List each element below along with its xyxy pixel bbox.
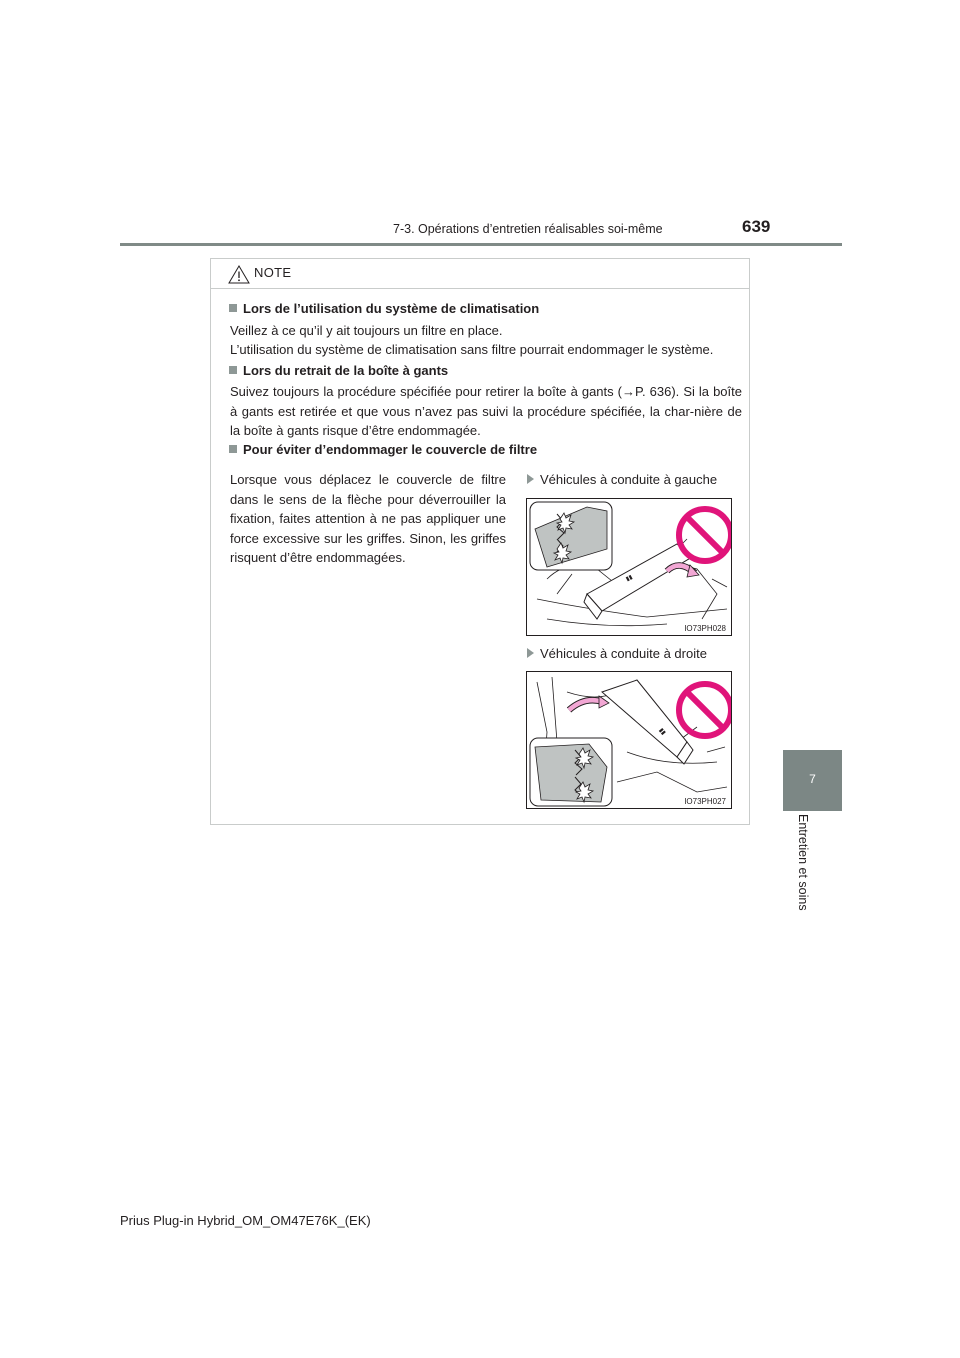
note-item-text: Lorsque vous déplacez le couvercle de filtre dans le sens de la flèche pour déverrouiller la fixation, faites attention à ne pas appliquer une force excessive sur les griffes. Sinon, les griffes risquent d’être endommagées.: [230, 472, 506, 565]
figure-caption: Véhicules à conduite à droite: [527, 646, 707, 661]
prohibition-icon: [679, 509, 731, 561]
note-header: [211, 259, 749, 289]
square-bullet-icon: [229, 366, 237, 374]
note-item-title: Pour éviter d’endommager le couvercle de filtre: [229, 442, 537, 457]
chapter-number: 7: [809, 772, 816, 786]
figure-caption: Véhicules à conduite à gauche: [527, 472, 717, 487]
square-bullet-icon: [229, 304, 237, 312]
note-item-line: Veillez à ce qu’il y ait toujours un filtre en place.: [230, 323, 503, 338]
note-item-text: Suivez toujours la procédure spécifiée pour retirer la boîte à gants (→P. 636). Si la boîte à gants est retirée et que vous n’avez pas suivi la procédure spécifiée, la char-nière de la boîte à gants risque d’être endommagée.: [230, 384, 742, 438]
note-item-title: Lors de l’utilisation du système de climatisation: [229, 301, 539, 316]
chapter-label: Entretien et soins: [796, 814, 810, 911]
filter-cover-illustration: [527, 499, 732, 636]
header-rule: [120, 243, 842, 246]
note-label: NOTE: [254, 265, 292, 280]
figure-right-hand-drive: [526, 671, 732, 809]
note-item-line: L’utilisation du système de climatisation sans filtre pourrait endommager le système.: [230, 342, 714, 357]
footer-manual-id: Prius Plug-in Hybrid_OM_OM47E76K_(EK): [120, 1213, 371, 1228]
arrow-bullet-icon: [527, 474, 534, 484]
note-item-title: Lors du retrait de la boîte à gants: [229, 363, 448, 378]
page-number: 639: [742, 217, 771, 236]
svg-text:▮▮: ▮▮: [657, 727, 667, 737]
figure-code: IO73PH027: [684, 797, 726, 806]
figure-code: IO73PH028: [684, 624, 726, 633]
prohibition-icon: [679, 684, 731, 736]
figure-left-hand-drive: [526, 498, 732, 636]
filter-cover-illustration: [527, 672, 732, 809]
header-section-title: 7-3. Opérations d’entretien réalisables soi-même: [393, 222, 663, 236]
warning-triangle-icon: [228, 265, 250, 284]
arrow-bullet-icon: [527, 648, 534, 658]
svg-text:▮▮: ▮▮: [625, 574, 634, 583]
note-box: [210, 258, 750, 825]
square-bullet-icon: [229, 445, 237, 453]
chapter-tab[interactable]: [783, 750, 842, 811]
